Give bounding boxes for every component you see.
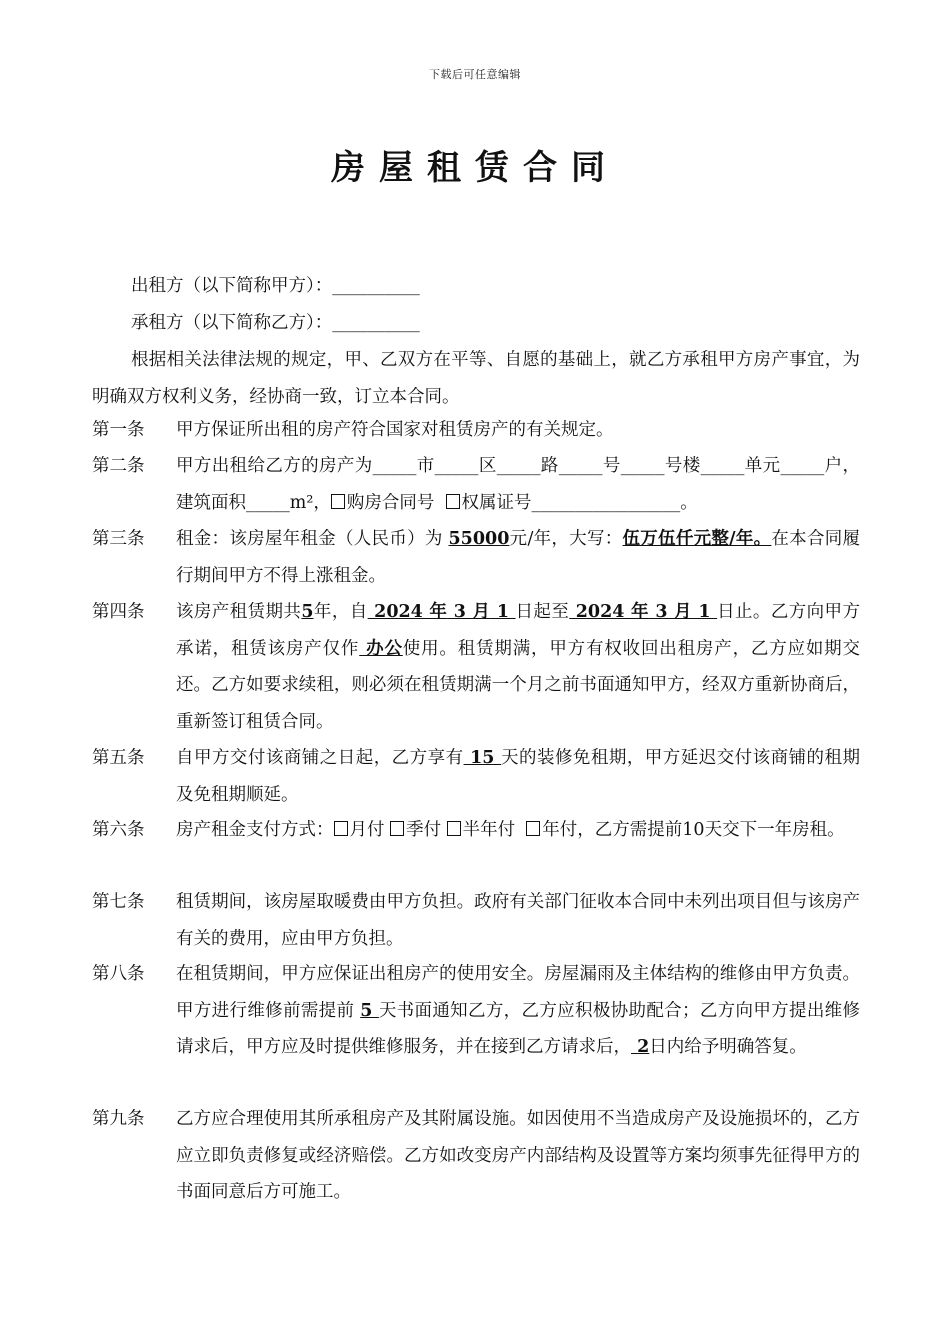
article-1	[92, 412, 860, 449]
article-text: 乙方应合理使用其所承租房产及其附属设施。如因使用不当造成房产及设施损坏的，乙方应立即负责修复或经济赔偿。乙方如改变房产内部结构及设置等方案均须事先征得甲方的书面同意后方可施工。	[176, 1109, 860, 1202]
article-number: 第八条	[92, 964, 145, 984]
article-text: 在租赁期间，甲方应保证出租房产的使用安全。房屋漏雨及主体结构的维修由甲方负责。甲方进行维修前需提前 5 天书面通知乙方，乙方应积极协助配合；乙方向甲方提出维修请求后，甲方应及时提供维修服务，并在接到乙方请求后， 2日内给予明确答复。	[176, 964, 861, 1057]
article-3	[92, 521, 860, 594]
rent-amount: 55000	[448, 529, 510, 549]
checkbox-icon	[331, 494, 345, 509]
article-text: 甲方出租给乙方的房产为_____市_____区_____路_____号_____号楼_____单元_____户，建筑面积_____m²， 购房合同号 权属证号_________________。	[176, 456, 860, 513]
article-9	[92, 1101, 860, 1211]
article-number: 第四条	[92, 602, 145, 622]
article-number: 第六条	[92, 820, 145, 840]
article-number: 第一条	[92, 420, 145, 440]
header-note: 下载后可任意编辑	[429, 68, 521, 81]
rent-words: 伍万伍仟元整/年。	[622, 529, 772, 549]
article-number: 第二条	[92, 456, 145, 476]
article-text: 自甲方交付该商铺之日起，乙方享有 15 天的装修免租期，甲方延迟交付该商铺的租期及免租期顺延。	[176, 748, 860, 805]
article-6	[92, 812, 860, 849]
article-4	[92, 594, 860, 740]
article-number: 第七条	[92, 892, 145, 912]
article-text: 租金：该房屋年租金（人民币）为 55000元/年，大写：伍万伍仟元整/年。在本合同履行期间甲方不得上涨租金。	[176, 529, 860, 586]
preamble: 根据相关法律法规的规定，甲、乙双方在平等、自愿的基础上，就乙方承租甲方房产事宜，为明确双方权利义务，经协商一致，订立本合同。	[92, 350, 860, 407]
article-number: 第九条	[92, 1109, 145, 1129]
article-number: 第三条	[92, 529, 145, 549]
lessor-line: 出租方（以下简称甲方）：__________	[131, 276, 420, 296]
article-text: 房产租金支付方式： 月付 季付 半年付 年付，乙方需提前10天交下一年房租。	[176, 820, 845, 840]
article-2	[92, 448, 860, 521]
checkbox-icon	[526, 821, 540, 836]
checkbox-icon	[447, 821, 461, 836]
document-title: 房屋租赁合同	[331, 148, 619, 188]
article-text: 甲方保证所出租的房产符合国家对租赁房产的有关规定。	[176, 420, 614, 440]
lessee-line: 承租方（以下简称乙方）：__________	[131, 313, 420, 333]
article-text: 该房产租赁期共5年，自 2024 年 3 月 1 日起至 2024 年 3 月 1 日止。乙方向甲方承诺，租赁该房产仅作 办公使用。租赁期满，甲方有权收回出租房产，乙方应如期交还。乙方如要求续租，则必须在租赁期满一个月之前书面通知甲方，经双方重新协商后，重新签订租赁合同。	[176, 602, 861, 732]
article-7	[92, 884, 860, 957]
article-8	[92, 956, 860, 1066]
article-number: 第五条	[92, 748, 145, 768]
checkbox-icon	[446, 494, 460, 509]
article-5	[92, 740, 860, 813]
checkbox-icon	[390, 821, 404, 836]
checkbox-icon	[334, 821, 348, 836]
article-text: 租赁期间，该房屋取暖费由甲方负担。政府有关部门征收本合同中未列出项目但与该房产有关的费用，应由甲方负担。	[176, 892, 860, 949]
